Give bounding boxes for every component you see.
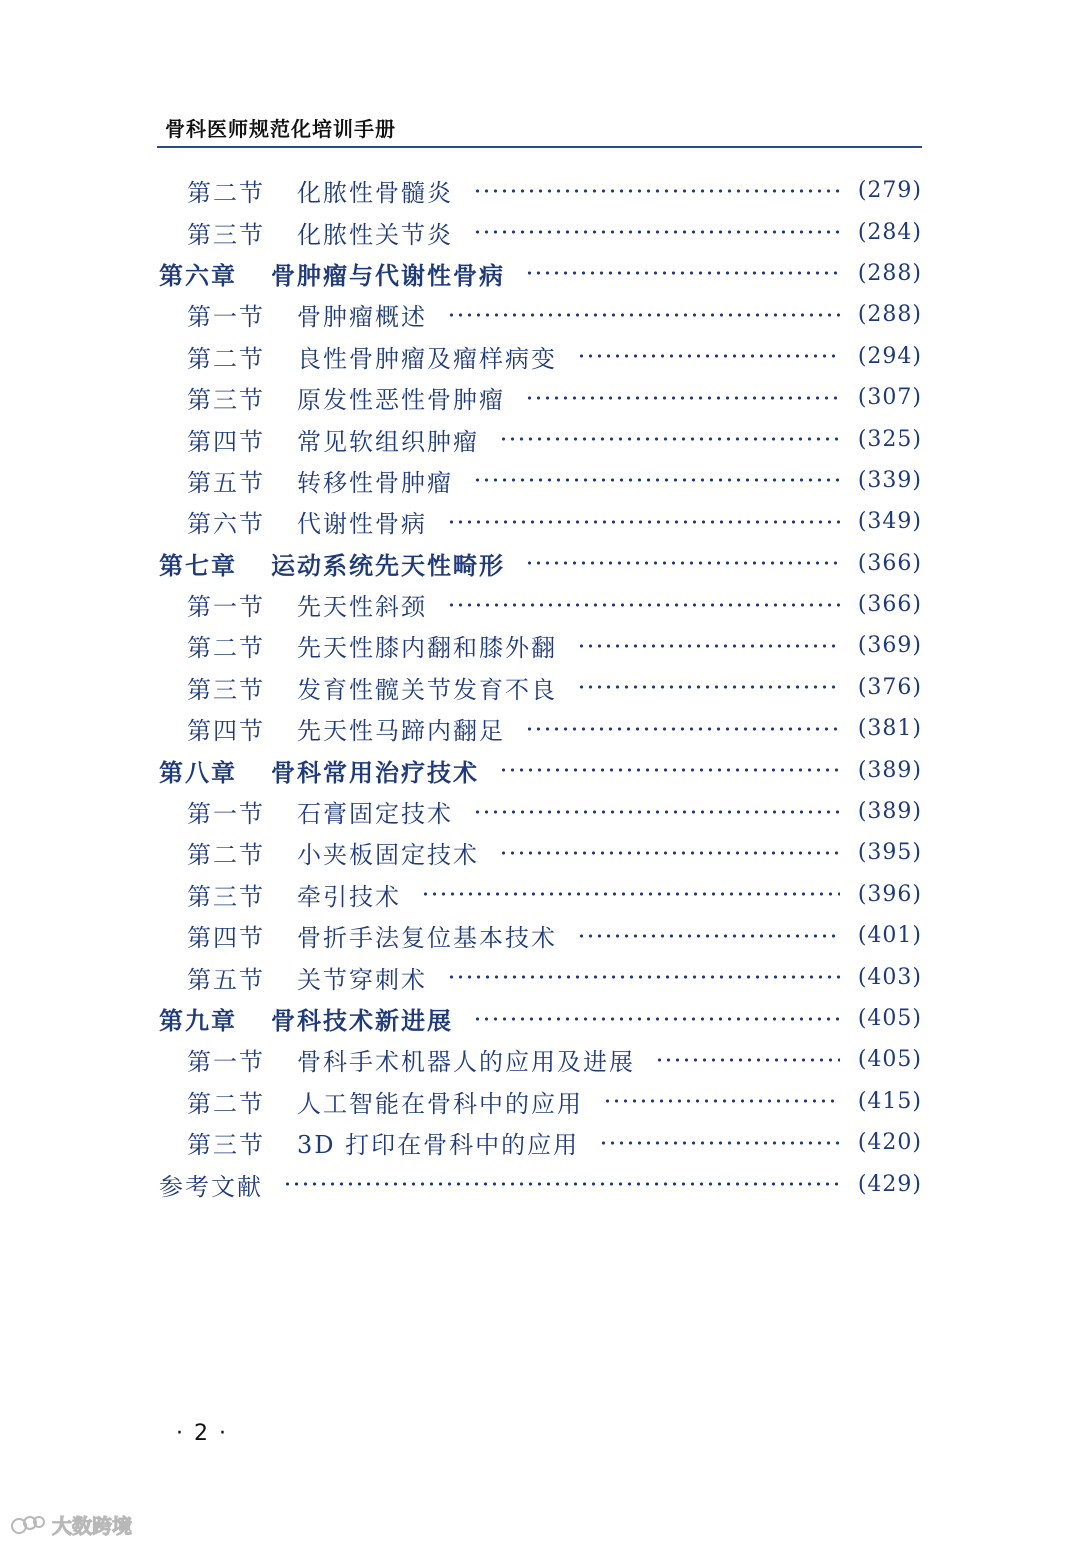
toc-section-entry[interactable]	[157, 211, 922, 252]
toc-entry-title: 小夹板固定技术	[297, 841, 479, 870]
watermark	[10, 1510, 132, 1539]
dot-leader	[473, 230, 840, 234]
dot-leader	[473, 810, 840, 814]
toc-entry-number: 第三节	[187, 675, 265, 704]
toc-section-entry[interactable]	[157, 1122, 922, 1163]
toc-entry-title: 常见软组织肿瘤	[297, 427, 479, 456]
toc-entry-number: 第七章	[159, 551, 237, 580]
dot-leader	[577, 934, 840, 938]
toc-entry-page: (366)	[857, 592, 922, 618]
toc-entry-page: (389)	[857, 757, 922, 783]
toc-entry-page: (381)	[857, 716, 922, 742]
toc-entry-title: 参考文献	[159, 1172, 263, 1201]
watermark-logo-icon	[10, 1514, 46, 1536]
toc-entry-page: (325)	[857, 426, 922, 452]
toc-entry-page: (288)	[857, 302, 922, 328]
dot-leader	[473, 1017, 840, 1021]
header-divider	[157, 146, 922, 148]
dot-leader	[603, 1099, 840, 1103]
toc-section-entry[interactable]	[157, 170, 922, 211]
toc-entry-title: 牵引技术	[297, 882, 401, 911]
toc-section-entry[interactable]	[157, 377, 922, 418]
dot-leader	[525, 727, 840, 731]
toc-section-entry[interactable]	[157, 915, 922, 956]
dot-leader	[473, 189, 840, 193]
toc-section-entry[interactable]	[157, 1081, 922, 1122]
toc-entry-page: (376)	[857, 674, 922, 700]
dot-leader	[447, 975, 840, 979]
page-number: · 2 ·	[176, 1421, 228, 1446]
toc-entry-page: (389)	[857, 799, 922, 825]
toc-entry-page: (284)	[857, 219, 922, 245]
dot-leader	[447, 603, 840, 607]
toc-entry-page: (294)	[857, 343, 922, 369]
toc-section-entry[interactable]	[157, 336, 922, 377]
toc-entry-number: 第八章	[159, 758, 237, 787]
toc-chapter-entry[interactable]	[157, 749, 922, 790]
toc-entry-title: 骨折手法复位基本技术	[297, 924, 557, 953]
toc-entry-page: (369)	[857, 633, 922, 659]
toc-entry-title: 原发性恶性骨肿瘤	[297, 386, 505, 415]
toc-entry-number: 第一节	[187, 1048, 265, 1077]
dot-leader	[447, 313, 840, 317]
toc-entry-title: 运动系统先天性畸形	[271, 551, 505, 580]
dot-leader	[525, 271, 840, 275]
toc-entry-title: 骨肿瘤概述	[297, 303, 427, 332]
toc-entry-number: 第一节	[187, 800, 265, 829]
toc-entry-page: (339)	[857, 467, 922, 493]
dot-leader	[655, 1058, 840, 1062]
toc-entry-title: 良性骨肿瘤及瘤样病变	[297, 344, 557, 373]
toc-section-entry[interactable]	[157, 874, 922, 915]
toc-entry-title: 化脓性关节炎	[297, 220, 453, 249]
toc-entry-title: 转移性骨肿瘤	[297, 468, 453, 497]
toc-section-entry[interactable]	[157, 501, 922, 542]
toc-entry-title: 骨肿瘤与代谢性骨病	[271, 261, 505, 290]
toc-entry-number: 第五节	[187, 468, 265, 497]
toc-entry-page: (405)	[857, 1047, 922, 1073]
dot-leader	[499, 437, 840, 441]
toc-entry-number: 第四节	[187, 717, 265, 746]
toc-entry-title: 骨科常用治疗技术	[271, 758, 479, 787]
toc-entry-number: 第三节	[187, 386, 265, 415]
toc-entry-title: 骨科技术新进展	[271, 1007, 453, 1035]
table-of-contents	[157, 170, 922, 1205]
dot-leader	[283, 1182, 840, 1186]
toc-entry-title: 人工智能在骨科中的应用	[297, 1089, 583, 1118]
toc-section-entry[interactable]	[157, 832, 922, 873]
toc-entry-number: 第二节	[187, 344, 265, 373]
toc-entry-number: 第六章	[159, 261, 237, 290]
toc-entry-number: 第三节	[187, 1131, 265, 1160]
toc-entry-number: 第五节	[187, 965, 265, 994]
toc-section-entry[interactable]	[157, 956, 922, 997]
toc-entry-title: 先天性马蹄内翻足	[297, 717, 505, 746]
toc-section-entry[interactable]	[157, 460, 922, 501]
toc-entry-page: (403)	[857, 964, 922, 990]
toc-references-entry[interactable]	[157, 1163, 922, 1204]
toc-entry-title: 先天性斜颈	[297, 593, 427, 622]
toc-entry-page: (429)	[857, 1171, 922, 1197]
toc-section-entry[interactable]	[157, 667, 922, 708]
toc-entry-number: 第二节	[187, 179, 265, 208]
toc-entry-title: 骨科手术机器人的应用及进展	[297, 1048, 635, 1077]
toc-chapter-entry[interactable]	[157, 998, 922, 1039]
toc-entry-number: 第四节	[187, 924, 265, 953]
toc-entry-number: 第六节	[187, 510, 265, 539]
toc-section-entry[interactable]	[157, 584, 922, 625]
running-header-title: 骨科医师规范化培训手册	[165, 117, 396, 141]
toc-entry-page: (395)	[857, 840, 922, 866]
toc-entry-page: (307)	[857, 385, 922, 411]
toc-entry-page: (288)	[857, 260, 922, 286]
toc-entry-number: 第九章	[159, 1007, 237, 1035]
toc-entry-page: (405)	[857, 1006, 922, 1031]
dot-leader	[525, 396, 840, 400]
dot-leader	[499, 768, 840, 772]
toc-chapter-entry[interactable]	[157, 543, 922, 584]
toc-entry-number: 第一节	[187, 303, 265, 332]
toc-entry-title: 3D 打印在骨科中的应用	[297, 1131, 580, 1160]
toc-section-entry[interactable]	[157, 791, 922, 832]
toc-section-entry[interactable]	[157, 418, 922, 459]
toc-entry-title: 化脓性骨髓炎	[297, 179, 453, 208]
dot-leader	[421, 892, 840, 896]
toc-entry-page: (415)	[857, 1088, 922, 1114]
dot-leader	[499, 851, 840, 855]
toc-entry-page: (420)	[857, 1130, 922, 1156]
watermark-text: 大数跨境	[52, 1514, 132, 1538]
toc-section-entry[interactable]	[157, 1039, 922, 1080]
toc-section-entry[interactable]	[157, 708, 922, 749]
dot-leader	[525, 561, 840, 565]
dot-leader	[599, 1141, 840, 1145]
toc-entry-title: 代谢性骨病	[297, 510, 427, 539]
toc-entry-number: 第三节	[187, 220, 265, 249]
toc-entry-page: (396)	[857, 881, 922, 907]
toc-section-entry[interactable]	[157, 294, 922, 335]
dot-leader	[577, 644, 840, 648]
toc-chapter-entry[interactable]	[157, 253, 922, 294]
toc-entry-title: 发育性髋关节发育不良	[297, 675, 557, 704]
toc-entry-page: (401)	[857, 923, 922, 949]
dot-leader	[577, 354, 840, 358]
toc-entry-number: 第二节	[187, 1089, 265, 1118]
toc-entry-page: (349)	[857, 509, 922, 535]
toc-entry-number: 第二节	[187, 634, 265, 663]
toc-entry-title: 石膏固定技术	[297, 800, 453, 829]
toc-entry-number: 第一节	[187, 593, 265, 622]
toc-entry-page: (279)	[857, 178, 922, 204]
dot-leader	[577, 685, 840, 689]
toc-entry-number: 第四节	[187, 427, 265, 456]
dot-leader	[473, 478, 840, 482]
dot-leader	[447, 520, 840, 524]
toc-entry-page: (366)	[857, 550, 922, 576]
toc-entry-title: 先天性膝内翻和膝外翻	[297, 634, 557, 663]
toc-section-entry[interactable]	[157, 625, 922, 666]
toc-entry-number: 第三节	[187, 882, 265, 911]
toc-entry-number: 第二节	[187, 841, 265, 870]
toc-entry-title: 关节穿刺术	[297, 965, 427, 994]
